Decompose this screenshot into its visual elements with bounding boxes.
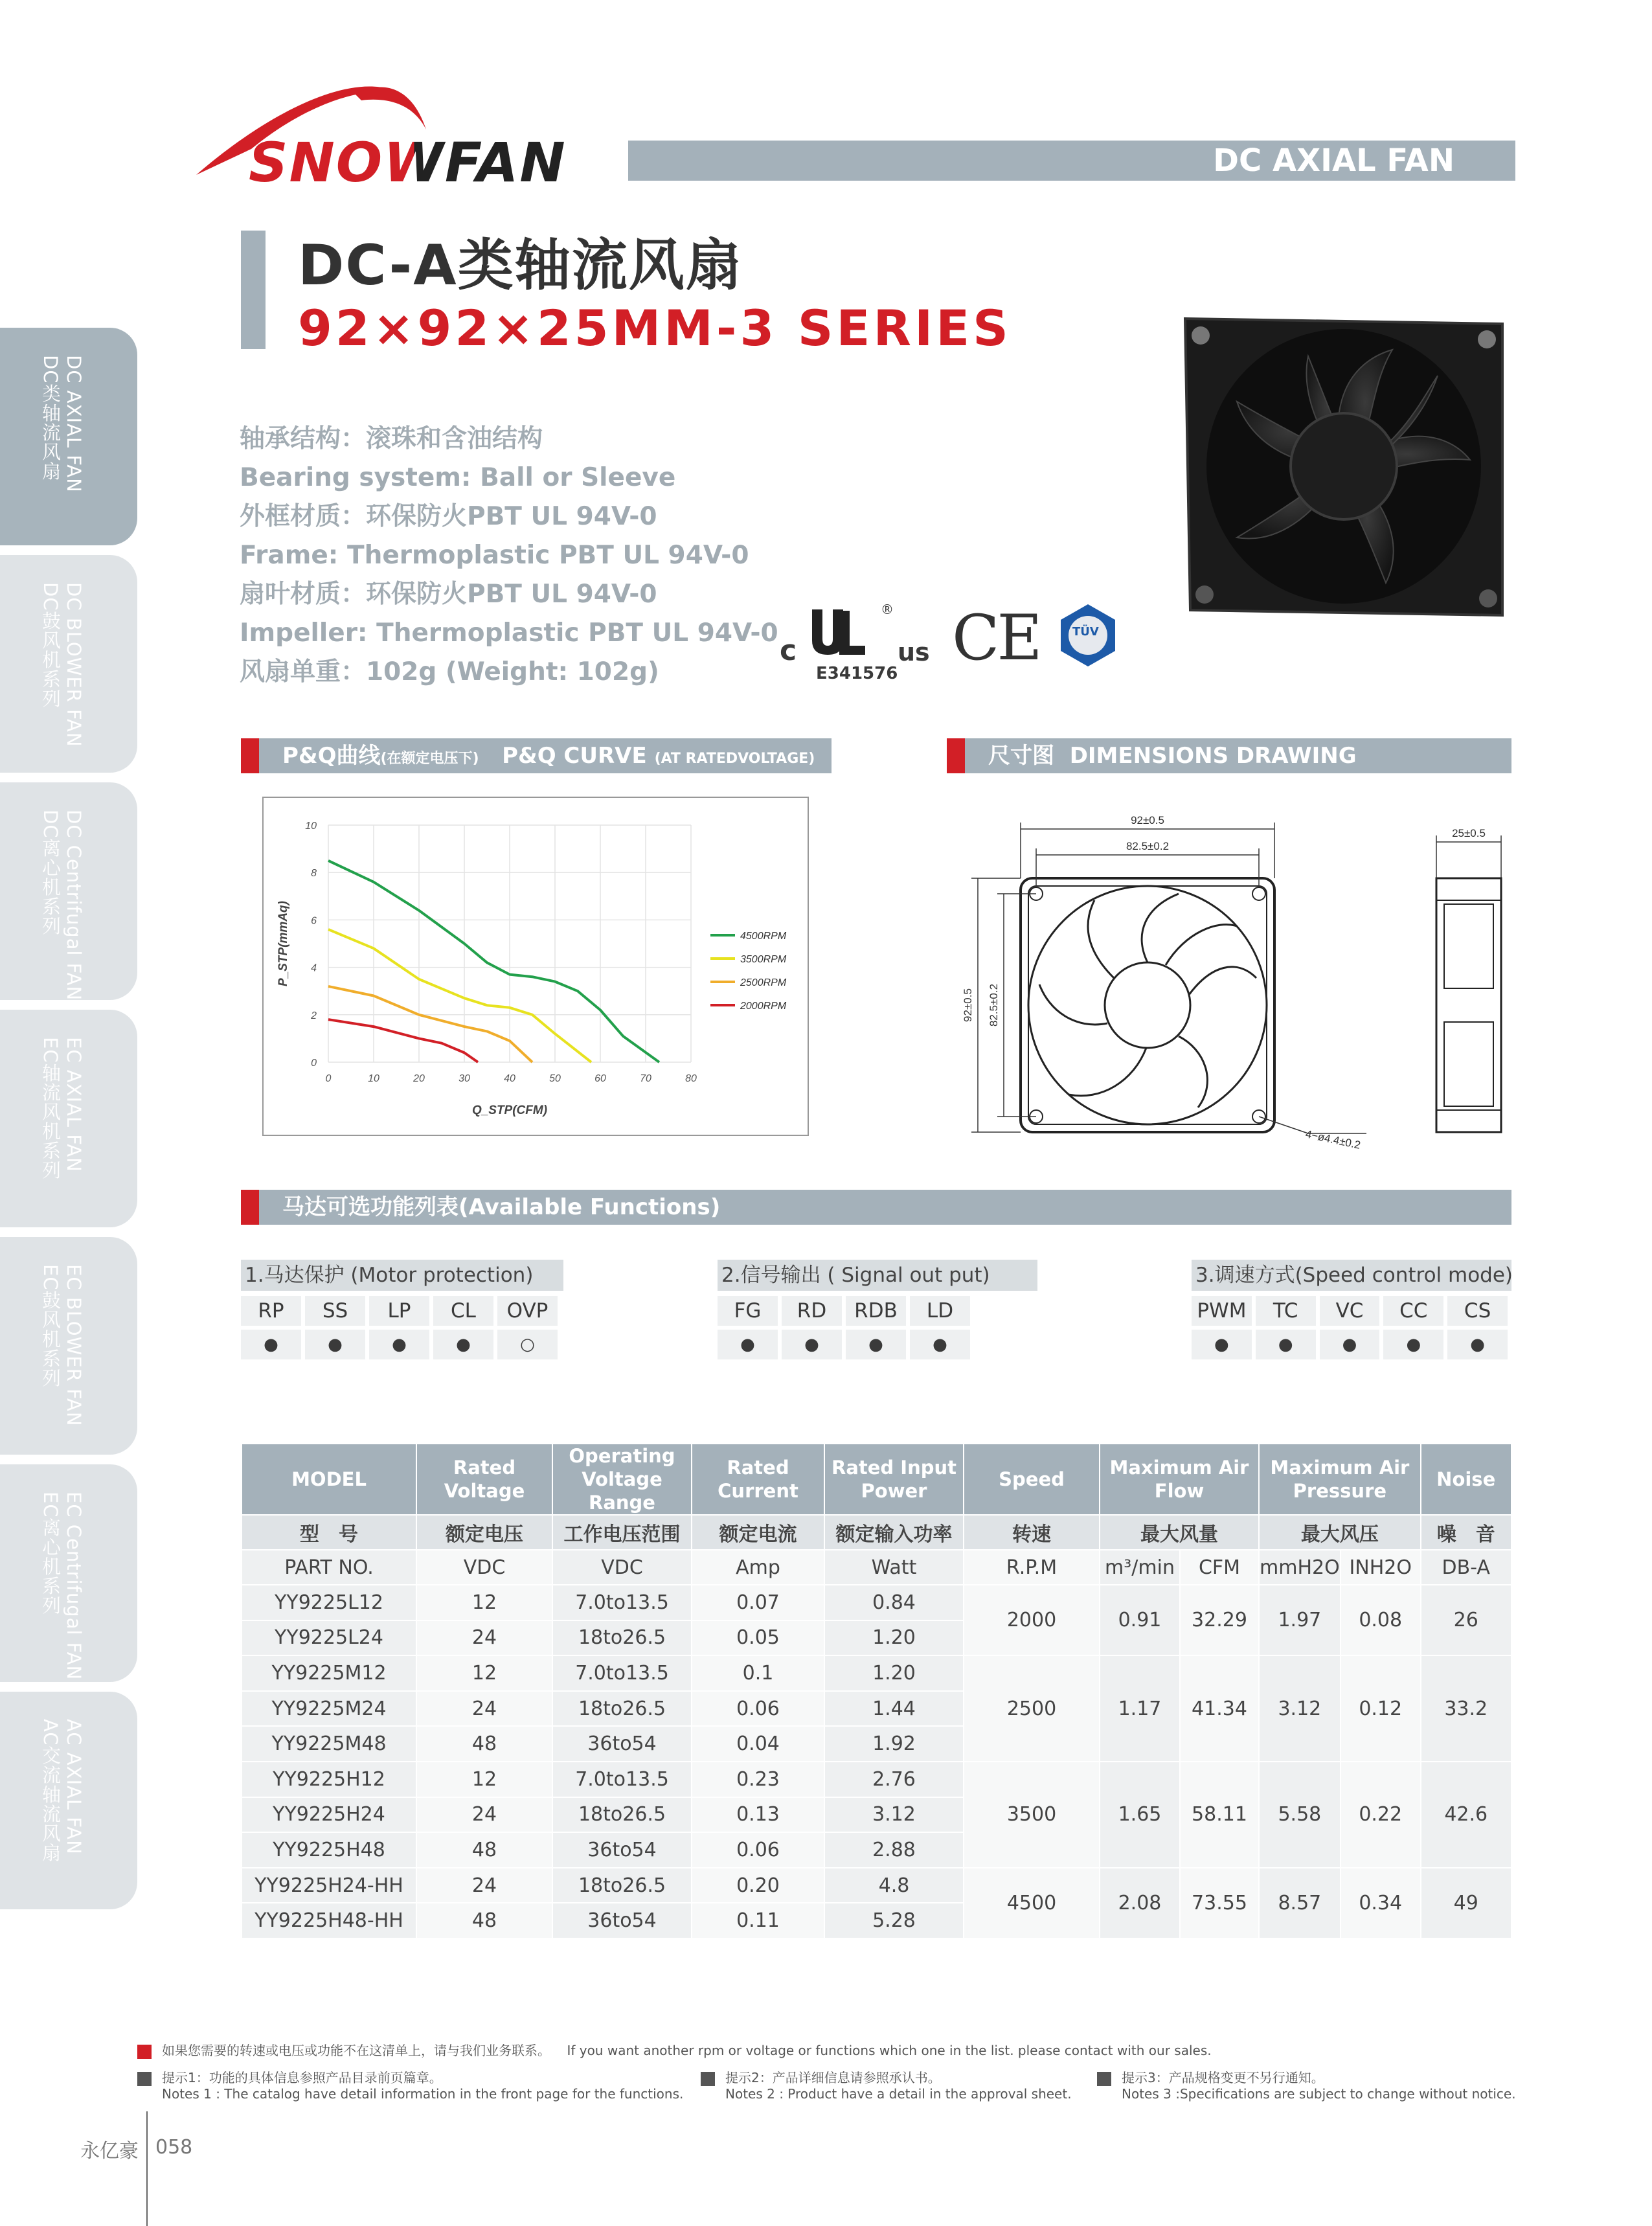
spec-line: Bearing system: Ball or Sleeve bbox=[240, 463, 676, 492]
pq-subtitle-cn: (在额定电压下) bbox=[380, 751, 479, 767]
note-3 bbox=[1097, 2067, 1516, 2102]
table-group-mmh2o: 3.12 bbox=[1259, 1655, 1341, 1762]
table-cell: 7.0to13.5 bbox=[552, 1585, 692, 1620]
table-cell: 2.88 bbox=[824, 1832, 964, 1868]
table-unit: INH2O bbox=[1341, 1550, 1421, 1585]
function-code: LP bbox=[369, 1296, 429, 1326]
function-availability: ● bbox=[846, 1330, 906, 1359]
function-group-title: 2.信号输出 ( Signal out put) bbox=[718, 1260, 1037, 1291]
x-tick-label: 40 bbox=[504, 1073, 515, 1084]
table-row bbox=[242, 1762, 1511, 1797]
note-square-icon bbox=[1097, 2072, 1111, 2086]
side-tab-label-cn: DC类轴流风扇 bbox=[40, 355, 62, 481]
side-tab-6[interactable] bbox=[0, 1692, 137, 1909]
side-tab-label-en: AC AXIAL FAN bbox=[63, 1719, 85, 1855]
series-line-4500RPM bbox=[328, 861, 659, 1062]
table-header-cn-row bbox=[242, 1515, 1511, 1550]
side-tab-label-en: EC AXIAL FAN bbox=[63, 1037, 85, 1172]
function-code: VC bbox=[1320, 1296, 1380, 1326]
page-title-cn: DC-A类轴流风扇 bbox=[298, 233, 743, 298]
ul-file-number: E341576 bbox=[816, 664, 898, 683]
function-item bbox=[497, 1296, 558, 1359]
ul-registered-mark: ® bbox=[881, 602, 894, 617]
side-tab-3[interactable] bbox=[0, 1010, 137, 1227]
table-group-cfm: 73.55 bbox=[1180, 1868, 1259, 1938]
table-group-mmh2o: 5.58 bbox=[1259, 1762, 1341, 1868]
function-item bbox=[305, 1296, 365, 1359]
side-tab-label-cn: EC鼓风机系列 bbox=[40, 1264, 62, 1388]
functions-section-header bbox=[241, 1190, 1511, 1225]
function-group-2 bbox=[718, 1260, 1037, 1359]
side-tab-label-cn: DC离心机系列 bbox=[40, 810, 62, 936]
ce-mark: CE bbox=[952, 602, 1040, 674]
table-cell: 1.20 bbox=[824, 1620, 964, 1656]
table-header-cn: 额定电流 bbox=[692, 1515, 824, 1550]
function-item bbox=[1383, 1296, 1443, 1359]
function-code: CC bbox=[1383, 1296, 1443, 1326]
y-tick-label: 0 bbox=[311, 1058, 317, 1069]
table-group-noise: 33.2 bbox=[1421, 1655, 1511, 1762]
logo-text: SNOWFAN bbox=[249, 131, 567, 194]
fan-photo bbox=[1179, 311, 1509, 622]
pq-subtitle-en: (AT RATEDVOLTAGE) bbox=[654, 751, 815, 767]
page-title-en: 92×92×25MM-3 SERIES bbox=[298, 299, 1012, 357]
table-cell: 1.20 bbox=[824, 1655, 964, 1691]
dim-title-cn: 尺寸图 bbox=[988, 743, 1054, 769]
table-group-mmh2o: 8.57 bbox=[1259, 1868, 1341, 1938]
contact-note-en: If you want another rpm or voltage or functions which one in the list. please contact with our sales. bbox=[567, 2043, 1212, 2058]
note-1-cn: 提示1：功能的具体信息参照产品目录前页篇章。 bbox=[162, 2070, 442, 2085]
table-header: Speed bbox=[964, 1444, 1100, 1515]
table-group-m3: 0.91 bbox=[1100, 1585, 1180, 1655]
function-item bbox=[782, 1296, 842, 1359]
function-availability: ● bbox=[1256, 1330, 1316, 1359]
table-unit: m³/min bbox=[1100, 1550, 1180, 1585]
side-tab-0[interactable] bbox=[0, 328, 137, 545]
table-cell: 12 bbox=[416, 1655, 552, 1691]
table-unit: VDC bbox=[552, 1550, 692, 1585]
x-tick-label: 0 bbox=[325, 1073, 332, 1084]
table-cell: YY9225H12 bbox=[242, 1762, 416, 1797]
table-cell: 24 bbox=[416, 1868, 552, 1903]
function-availability: ● bbox=[305, 1330, 365, 1359]
note-red-square-icon bbox=[137, 2045, 152, 2059]
y-tick-label: 8 bbox=[311, 868, 317, 880]
table-group-speed: 2000 bbox=[964, 1585, 1100, 1655]
pq-chart-frame bbox=[262, 797, 809, 1136]
table-group-m3: 1.17 bbox=[1100, 1655, 1180, 1762]
side-tab-label-en: EC BLOWER FAN bbox=[63, 1264, 85, 1427]
table-cell: 48 bbox=[416, 1903, 552, 1938]
table-cell: 0.13 bbox=[692, 1797, 824, 1833]
table-group-cfm: 58.11 bbox=[1180, 1762, 1259, 1868]
table-cell: 18to26.5 bbox=[552, 1868, 692, 1903]
table-header: Rated Voltage bbox=[416, 1444, 552, 1515]
table-cell: 4.8 bbox=[824, 1868, 964, 1903]
table-cell: YY9225H24 bbox=[242, 1797, 416, 1833]
table-header-cn: 转速 bbox=[964, 1515, 1100, 1550]
note-square-icon bbox=[701, 2072, 715, 2086]
table-header-cn: 噪 音 bbox=[1421, 1515, 1511, 1550]
side-tab-label bbox=[39, 1264, 85, 1427]
ul-c-mark: c bbox=[780, 634, 797, 667]
table-unit: R.P.M bbox=[964, 1550, 1100, 1585]
function-code: SS bbox=[305, 1296, 365, 1326]
title-accent-bar bbox=[241, 231, 266, 349]
dim-thickness: 25±0.5 bbox=[1452, 827, 1486, 839]
pq-section-header bbox=[241, 738, 832, 773]
table-cell: 18to26.5 bbox=[552, 1620, 692, 1656]
table-cell: 18to26.5 bbox=[552, 1797, 692, 1833]
table-row bbox=[242, 1655, 1511, 1691]
table-header: Rated Current bbox=[692, 1444, 824, 1515]
table-unit: mmH2O bbox=[1259, 1550, 1341, 1585]
footer-company: 永亿豪 bbox=[80, 2140, 139, 2163]
table-cell: 0.05 bbox=[692, 1620, 824, 1656]
table-cell: YY9225H48-HH bbox=[242, 1903, 416, 1938]
legend-label: 4500RPM bbox=[740, 931, 787, 942]
table-unit: CFM bbox=[1180, 1550, 1259, 1585]
table-group-inh2o: 0.12 bbox=[1341, 1655, 1421, 1762]
table-cell: YY9225H24-HH bbox=[242, 1868, 416, 1903]
table-cell: 0.07 bbox=[692, 1585, 824, 1620]
table-row bbox=[242, 1585, 1511, 1620]
dimensions-drawing bbox=[952, 803, 1522, 1153]
ul-recognized-icon bbox=[800, 603, 872, 668]
table-cell: 0.23 bbox=[692, 1762, 824, 1797]
table-cell: 1.44 bbox=[824, 1691, 964, 1727]
table-cell: YY9225M24 bbox=[242, 1691, 416, 1727]
table-cell: 36to54 bbox=[552, 1726, 692, 1762]
tuv-text: TÜV bbox=[1072, 625, 1099, 639]
table-group-inh2o: 0.34 bbox=[1341, 1868, 1421, 1938]
table-cell: 5.28 bbox=[824, 1903, 964, 1938]
table-cell: 36to54 bbox=[552, 1832, 692, 1868]
table-cell: 0.20 bbox=[692, 1868, 824, 1903]
function-code: RP bbox=[241, 1296, 301, 1326]
side-tab-label bbox=[39, 1037, 85, 1180]
note-2 bbox=[701, 2067, 1072, 2102]
dim-title-en: DIMENSIONS DRAWING bbox=[1069, 743, 1357, 769]
function-code: CS bbox=[1447, 1296, 1508, 1326]
side-tab-label-cn: EC离心机系列 bbox=[40, 1492, 62, 1615]
side-tab-label-en: EC Centrifugal FAN bbox=[63, 1492, 85, 1681]
function-availability: ● bbox=[433, 1330, 493, 1359]
legend-label: 2000RPM bbox=[740, 1001, 787, 1012]
side-tab-4[interactable] bbox=[0, 1237, 137, 1455]
dim-outer-width: 92±0.5 bbox=[1131, 814, 1164, 826]
spec-line: 风扇单重：102g (Weight: 102g) bbox=[240, 657, 659, 687]
pq-title-cn: P&Q曲线 bbox=[282, 743, 381, 769]
functions-title: 马达可选功能列表(Available Functions) bbox=[282, 1194, 721, 1220]
y-tick-label: 10 bbox=[305, 821, 317, 832]
table-cell: YY9225L24 bbox=[242, 1620, 416, 1656]
function-code: FG bbox=[718, 1296, 778, 1326]
spec-table bbox=[241, 1443, 1512, 1939]
table-group-speed: 2500 bbox=[964, 1655, 1100, 1762]
table-unit: PART NO. bbox=[242, 1550, 416, 1585]
x-tick-label: 10 bbox=[368, 1073, 379, 1084]
table-header: Rated Input Power bbox=[824, 1444, 964, 1515]
table-header-cn: 额定输入功率 bbox=[824, 1515, 964, 1550]
dim-section-header bbox=[947, 738, 1511, 773]
table-unit: VDC bbox=[416, 1550, 552, 1585]
table-group-noise: 49 bbox=[1421, 1868, 1511, 1938]
pq-title-en: P&Q CURVE bbox=[502, 743, 647, 769]
pq-chart bbox=[264, 798, 808, 1135]
function-availability: ● bbox=[1447, 1330, 1508, 1359]
x-tick-label: 60 bbox=[594, 1073, 606, 1084]
table-cell: 24 bbox=[416, 1797, 552, 1833]
note-1-en: Notes 1 : The catalog have detail information in the front page for the functions. bbox=[162, 2086, 684, 2102]
table-group-inh2o: 0.22 bbox=[1341, 1762, 1421, 1868]
function-group-1 bbox=[241, 1260, 563, 1359]
function-item bbox=[369, 1296, 429, 1359]
x-axis-label: Q_STP(CFM) bbox=[471, 1104, 548, 1117]
x-tick-label: 70 bbox=[640, 1073, 651, 1084]
table-cell: YY9225M12 bbox=[242, 1655, 416, 1691]
table-cell: YY9225M48 bbox=[242, 1726, 416, 1762]
table-group-noise: 26 bbox=[1421, 1585, 1511, 1655]
table-header: Operating Voltage Range bbox=[552, 1444, 692, 1515]
dim-outer-height: 92±0.5 bbox=[962, 988, 974, 1022]
function-availability: ● bbox=[241, 1330, 301, 1359]
table-units-row bbox=[242, 1550, 1511, 1585]
dim-inner-width: 82.5±0.2 bbox=[1126, 840, 1170, 852]
side-tab-label-cn: AC交流轴流风扇 bbox=[40, 1719, 62, 1863]
function-item bbox=[241, 1296, 301, 1359]
table-group-m3: 2.08 bbox=[1100, 1868, 1180, 1938]
table-cell: 0.06 bbox=[692, 1691, 824, 1727]
table-cell: 36to54 bbox=[552, 1903, 692, 1938]
legend-label: 3500RPM bbox=[740, 954, 787, 965]
side-tab-label bbox=[39, 1719, 85, 1863]
category-title: DC AXIAL FAN bbox=[1213, 142, 1454, 179]
table-group-mmh2o: 1.97 bbox=[1259, 1585, 1341, 1655]
side-tab-label bbox=[39, 355, 85, 493]
table-cell: 18to26.5 bbox=[552, 1691, 692, 1727]
function-availability: ● bbox=[782, 1330, 842, 1359]
table-cell: 12 bbox=[416, 1585, 552, 1620]
table-cell: 24 bbox=[416, 1620, 552, 1656]
table-cell: 3.12 bbox=[824, 1797, 964, 1833]
x-tick-label: 30 bbox=[458, 1073, 470, 1084]
table-unit: DB-A bbox=[1421, 1550, 1511, 1585]
x-tick-label: 20 bbox=[413, 1073, 425, 1084]
table-group-noise: 42.6 bbox=[1421, 1762, 1511, 1868]
function-availability: ● bbox=[1383, 1330, 1443, 1359]
table-header: MODEL bbox=[242, 1444, 416, 1515]
note-1 bbox=[137, 2067, 683, 2102]
table-group-speed: 3500 bbox=[964, 1762, 1100, 1868]
contact-note-cn: 如果您需要的转速或电压或功能不在这清单上，请与我们业务联系。 bbox=[162, 2043, 550, 2058]
function-availability: ● bbox=[910, 1330, 970, 1359]
function-group-title: 1.马达保护 (Motor protection) bbox=[241, 1260, 563, 1291]
table-header-cn: 最大风量 bbox=[1100, 1515, 1259, 1550]
table-cell: 24 bbox=[416, 1691, 552, 1727]
y-axis-label: P_STP(mmAq) bbox=[277, 901, 290, 986]
table-cell: 48 bbox=[416, 1726, 552, 1762]
table-header-cn: 最大风压 bbox=[1259, 1515, 1421, 1550]
dim-holes: 4−ø4.4±0.2 bbox=[1304, 1128, 1362, 1152]
side-tab-label bbox=[39, 582, 85, 747]
category-header bbox=[628, 141, 1515, 181]
function-availability: ● bbox=[369, 1330, 429, 1359]
dim-inner-height: 82.5±0.2 bbox=[988, 983, 1000, 1027]
spec-line: 外框材质：环保防火PBT UL 94V-0 bbox=[240, 502, 657, 531]
table-cell: 48 bbox=[416, 1832, 552, 1868]
ul-us-mark: us bbox=[898, 638, 930, 666]
side-tab-label-en: DC AXIAL FAN bbox=[63, 355, 85, 493]
function-item bbox=[433, 1296, 493, 1359]
function-code: RDB bbox=[846, 1296, 906, 1326]
function-availability: ○ bbox=[497, 1330, 558, 1359]
note-square-icon bbox=[137, 2072, 152, 2086]
contact-note bbox=[137, 2040, 1212, 2059]
side-tab-label bbox=[39, 810, 85, 1001]
side-tab-label bbox=[39, 1492, 85, 1680]
table-header: Noise bbox=[1421, 1444, 1511, 1515]
function-item bbox=[1192, 1296, 1252, 1359]
table-header-cn: 型 号 bbox=[242, 1515, 416, 1550]
table-group-m3: 1.65 bbox=[1100, 1762, 1180, 1868]
table-cell: 7.0to13.5 bbox=[552, 1762, 692, 1797]
spec-list bbox=[240, 420, 778, 692]
table-cell: 0.84 bbox=[824, 1585, 964, 1620]
table-header-cn: 工作电压范围 bbox=[552, 1515, 692, 1550]
table-cell: 12 bbox=[416, 1762, 552, 1797]
table-header: Maximum Air Flow bbox=[1100, 1444, 1259, 1515]
legend-label: 2500RPM bbox=[740, 977, 787, 988]
side-tab-1[interactable] bbox=[0, 555, 137, 773]
function-code: TC bbox=[1256, 1296, 1316, 1326]
note-3-en: Notes 3 :Specifications are subject to change without notice. bbox=[1122, 2086, 1516, 2102]
x-tick-label: 80 bbox=[685, 1073, 697, 1084]
certifications bbox=[777, 599, 1114, 690]
function-item bbox=[1256, 1296, 1316, 1359]
table-header-row bbox=[242, 1444, 1511, 1515]
function-code: LD bbox=[910, 1296, 970, 1326]
table-cell: 0.04 bbox=[692, 1726, 824, 1762]
function-code: CL bbox=[433, 1296, 493, 1326]
table-cell: YY9225H48 bbox=[242, 1832, 416, 1868]
spec-line: 轴承结构：滚珠和含油结构 bbox=[240, 424, 543, 453]
table-group-speed: 4500 bbox=[964, 1868, 1100, 1938]
side-tab-2[interactable] bbox=[0, 782, 137, 1000]
function-group-title: 3.调速方式(Speed control mode) bbox=[1192, 1260, 1511, 1291]
function-code: RD bbox=[782, 1296, 842, 1326]
note-2-cn: 提示2：产品详细信息请参照承认书。 bbox=[725, 2070, 941, 2085]
side-tab-label-en: DC BLOWER FAN bbox=[63, 582, 85, 747]
table-group-cfm: 41.34 bbox=[1180, 1655, 1259, 1762]
spec-line: Impeller: Thermoplastic PBT UL 94V-0 bbox=[240, 619, 778, 648]
x-tick-label: 50 bbox=[549, 1073, 561, 1084]
side-tab-label-cn: DC鼓风机系列 bbox=[40, 582, 62, 709]
page-number: 058 bbox=[155, 2136, 193, 2159]
note-3-cn: 提示3：产品规格变更不另行通知。 bbox=[1122, 2070, 1324, 2085]
table-cell: 0.11 bbox=[692, 1903, 824, 1938]
spec-line: 扇叶材质：环保防火PBT UL 94V-0 bbox=[240, 580, 657, 609]
table-unit: Watt bbox=[824, 1550, 964, 1585]
y-tick-label: 2 bbox=[311, 1010, 317, 1021]
series-line-2000RPM bbox=[328, 1019, 478, 1062]
spec-line: Frame: Thermoplastic PBT UL 94V-0 bbox=[240, 541, 749, 570]
table-cell: 1.92 bbox=[824, 1726, 964, 1762]
table-unit: Amp bbox=[692, 1550, 824, 1585]
table-header-cn: 额定电压 bbox=[416, 1515, 552, 1550]
table-cell: 2.76 bbox=[824, 1762, 964, 1797]
function-code: OVP bbox=[497, 1296, 558, 1326]
table-group-cfm: 32.29 bbox=[1180, 1585, 1259, 1655]
function-group-3 bbox=[1192, 1260, 1511, 1359]
y-tick-label: 6 bbox=[311, 915, 317, 927]
footer-divider bbox=[146, 2111, 148, 2226]
side-tab-label-cn: EC轴流风机系列 bbox=[40, 1037, 62, 1180]
table-group-inh2o: 0.08 bbox=[1341, 1585, 1421, 1655]
function-item bbox=[910, 1296, 970, 1359]
table-cell: YY9225L12 bbox=[242, 1585, 416, 1620]
function-item bbox=[718, 1296, 778, 1359]
function-availability: ● bbox=[1192, 1330, 1252, 1359]
note-2-en: Notes 2 : Product have a detail in the approval sheet. bbox=[725, 2086, 1072, 2102]
table-cell: 7.0to13.5 bbox=[552, 1655, 692, 1691]
side-tab-5[interactable] bbox=[0, 1464, 137, 1682]
function-item bbox=[1320, 1296, 1380, 1359]
table-cell: 0.1 bbox=[692, 1655, 824, 1691]
function-item bbox=[1447, 1296, 1508, 1359]
table-header: Maximum Air Pressure bbox=[1259, 1444, 1421, 1515]
function-availability: ● bbox=[1320, 1330, 1380, 1359]
function-availability: ● bbox=[718, 1330, 778, 1359]
table-cell: 0.06 bbox=[692, 1832, 824, 1868]
function-code: PWM bbox=[1192, 1296, 1252, 1326]
table-row bbox=[242, 1868, 1511, 1903]
snowfan-logo bbox=[193, 71, 582, 194]
y-tick-label: 4 bbox=[311, 962, 317, 974]
function-item bbox=[846, 1296, 906, 1359]
side-tab-label-en: DC Centrifugal FAN bbox=[63, 810, 85, 1001]
